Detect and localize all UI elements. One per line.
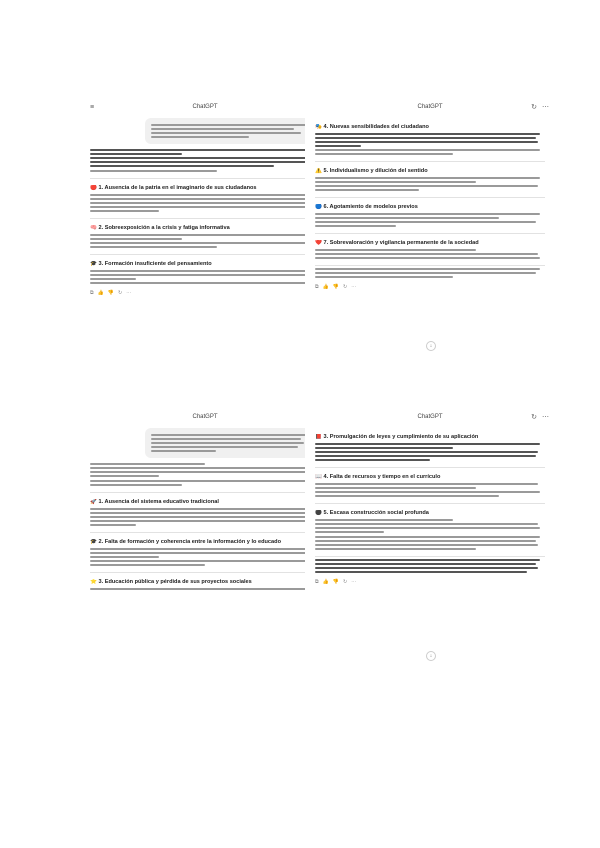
regenerate-icon[interactable]: ↻ (343, 284, 348, 290)
app-title: ChatGPT (417, 414, 443, 420)
section-heading: 🚀 1. Ausencia del sistema educativo tradicional (90, 499, 219, 505)
chat-panel-1 (80, 100, 330, 365)
section-heading: 📕 3. Promulgación de leyes y cumplimiento de su aplicación (315, 434, 479, 440)
more-actions-icon[interactable]: ⋯ (126, 290, 132, 296)
chat-panel-2 (305, 100, 555, 365)
section-heading: 🧠 2. Sobreexposición a la crisis y fatiga informativa (90, 225, 230, 231)
section-heading: 📖 4. Falta de recursos y tiempo en el currículo (315, 474, 441, 480)
top-bar (305, 410, 555, 424)
section-heading: 🔵 6. Agotamiento de modelos previos (315, 204, 418, 210)
regenerate-icon[interactable]: ↻ (118, 290, 123, 296)
copy-icon[interactable]: ⧉ (315, 579, 319, 585)
app-title: ChatGPT (192, 104, 218, 110)
more-actions-icon[interactable]: ⋯ (351, 579, 357, 585)
more-icon[interactable]: ⋯ (542, 414, 549, 421)
copy-icon[interactable]: ⧉ (315, 284, 319, 290)
top-bar (80, 100, 330, 114)
copy-icon[interactable]: ⧉ (90, 290, 94, 296)
top-bar (80, 410, 330, 424)
section-heading: 🎓 3. Formación insuficiente del pensamiento (90, 261, 212, 267)
section-heading: ❤️ 7. Sobrevaloración y vigilancia permanente de la sociedad (315, 240, 479, 246)
user-message-bubble (145, 428, 320, 458)
section-heading: ⚠️ 5. Individualismo y dilución del sentido (315, 168, 428, 174)
refresh-icon[interactable]: ↻ (531, 414, 537, 421)
app-title: ChatGPT (417, 104, 443, 110)
thumbs-down-icon[interactable]: 👎 (107, 290, 115, 296)
section-heading: 🎓 2. Falta de formación y coherencia entre la información y lo educado (90, 539, 281, 545)
user-message-bubble (145, 118, 320, 144)
menu-icon[interactable]: ≡ (90, 103, 95, 111)
refresh-icon[interactable]: ↻ (531, 104, 537, 111)
chat-panel-4 (305, 410, 555, 675)
top-bar (305, 100, 555, 114)
thumbs-down-icon[interactable]: 👎 (332, 284, 340, 290)
section-heading: ⚫ 5. Escasa construcción social profunda (315, 510, 429, 516)
thumbs-up-icon[interactable]: 👍 (97, 290, 104, 296)
thumbs-up-icon[interactable]: 👍 (322, 579, 329, 585)
more-actions-icon[interactable]: ⋯ (351, 284, 357, 290)
more-icon[interactable]: ⋯ (542, 104, 549, 111)
app-title: ChatGPT (192, 414, 218, 420)
thumbs-up-icon[interactable]: 👍 (322, 284, 329, 290)
scroll-down-icon[interactable]: ↓ (426, 651, 436, 661)
section-heading: 🔴 1. Ausencia de la patria en el imaginario de sus ciudadanos (90, 185, 257, 191)
chat-panel-3 (80, 410, 330, 675)
section-heading: ⭐ 3. Educación pública y pérdida de sus proyectos sociales (90, 579, 252, 585)
thumbs-down-icon[interactable]: 👎 (332, 579, 340, 585)
regenerate-icon[interactable]: ↻ (343, 579, 348, 585)
section-heading: 🎭 4. Nuevas sensibilidades del ciudadano (315, 124, 429, 130)
scroll-down-icon[interactable]: ↓ (426, 341, 436, 351)
